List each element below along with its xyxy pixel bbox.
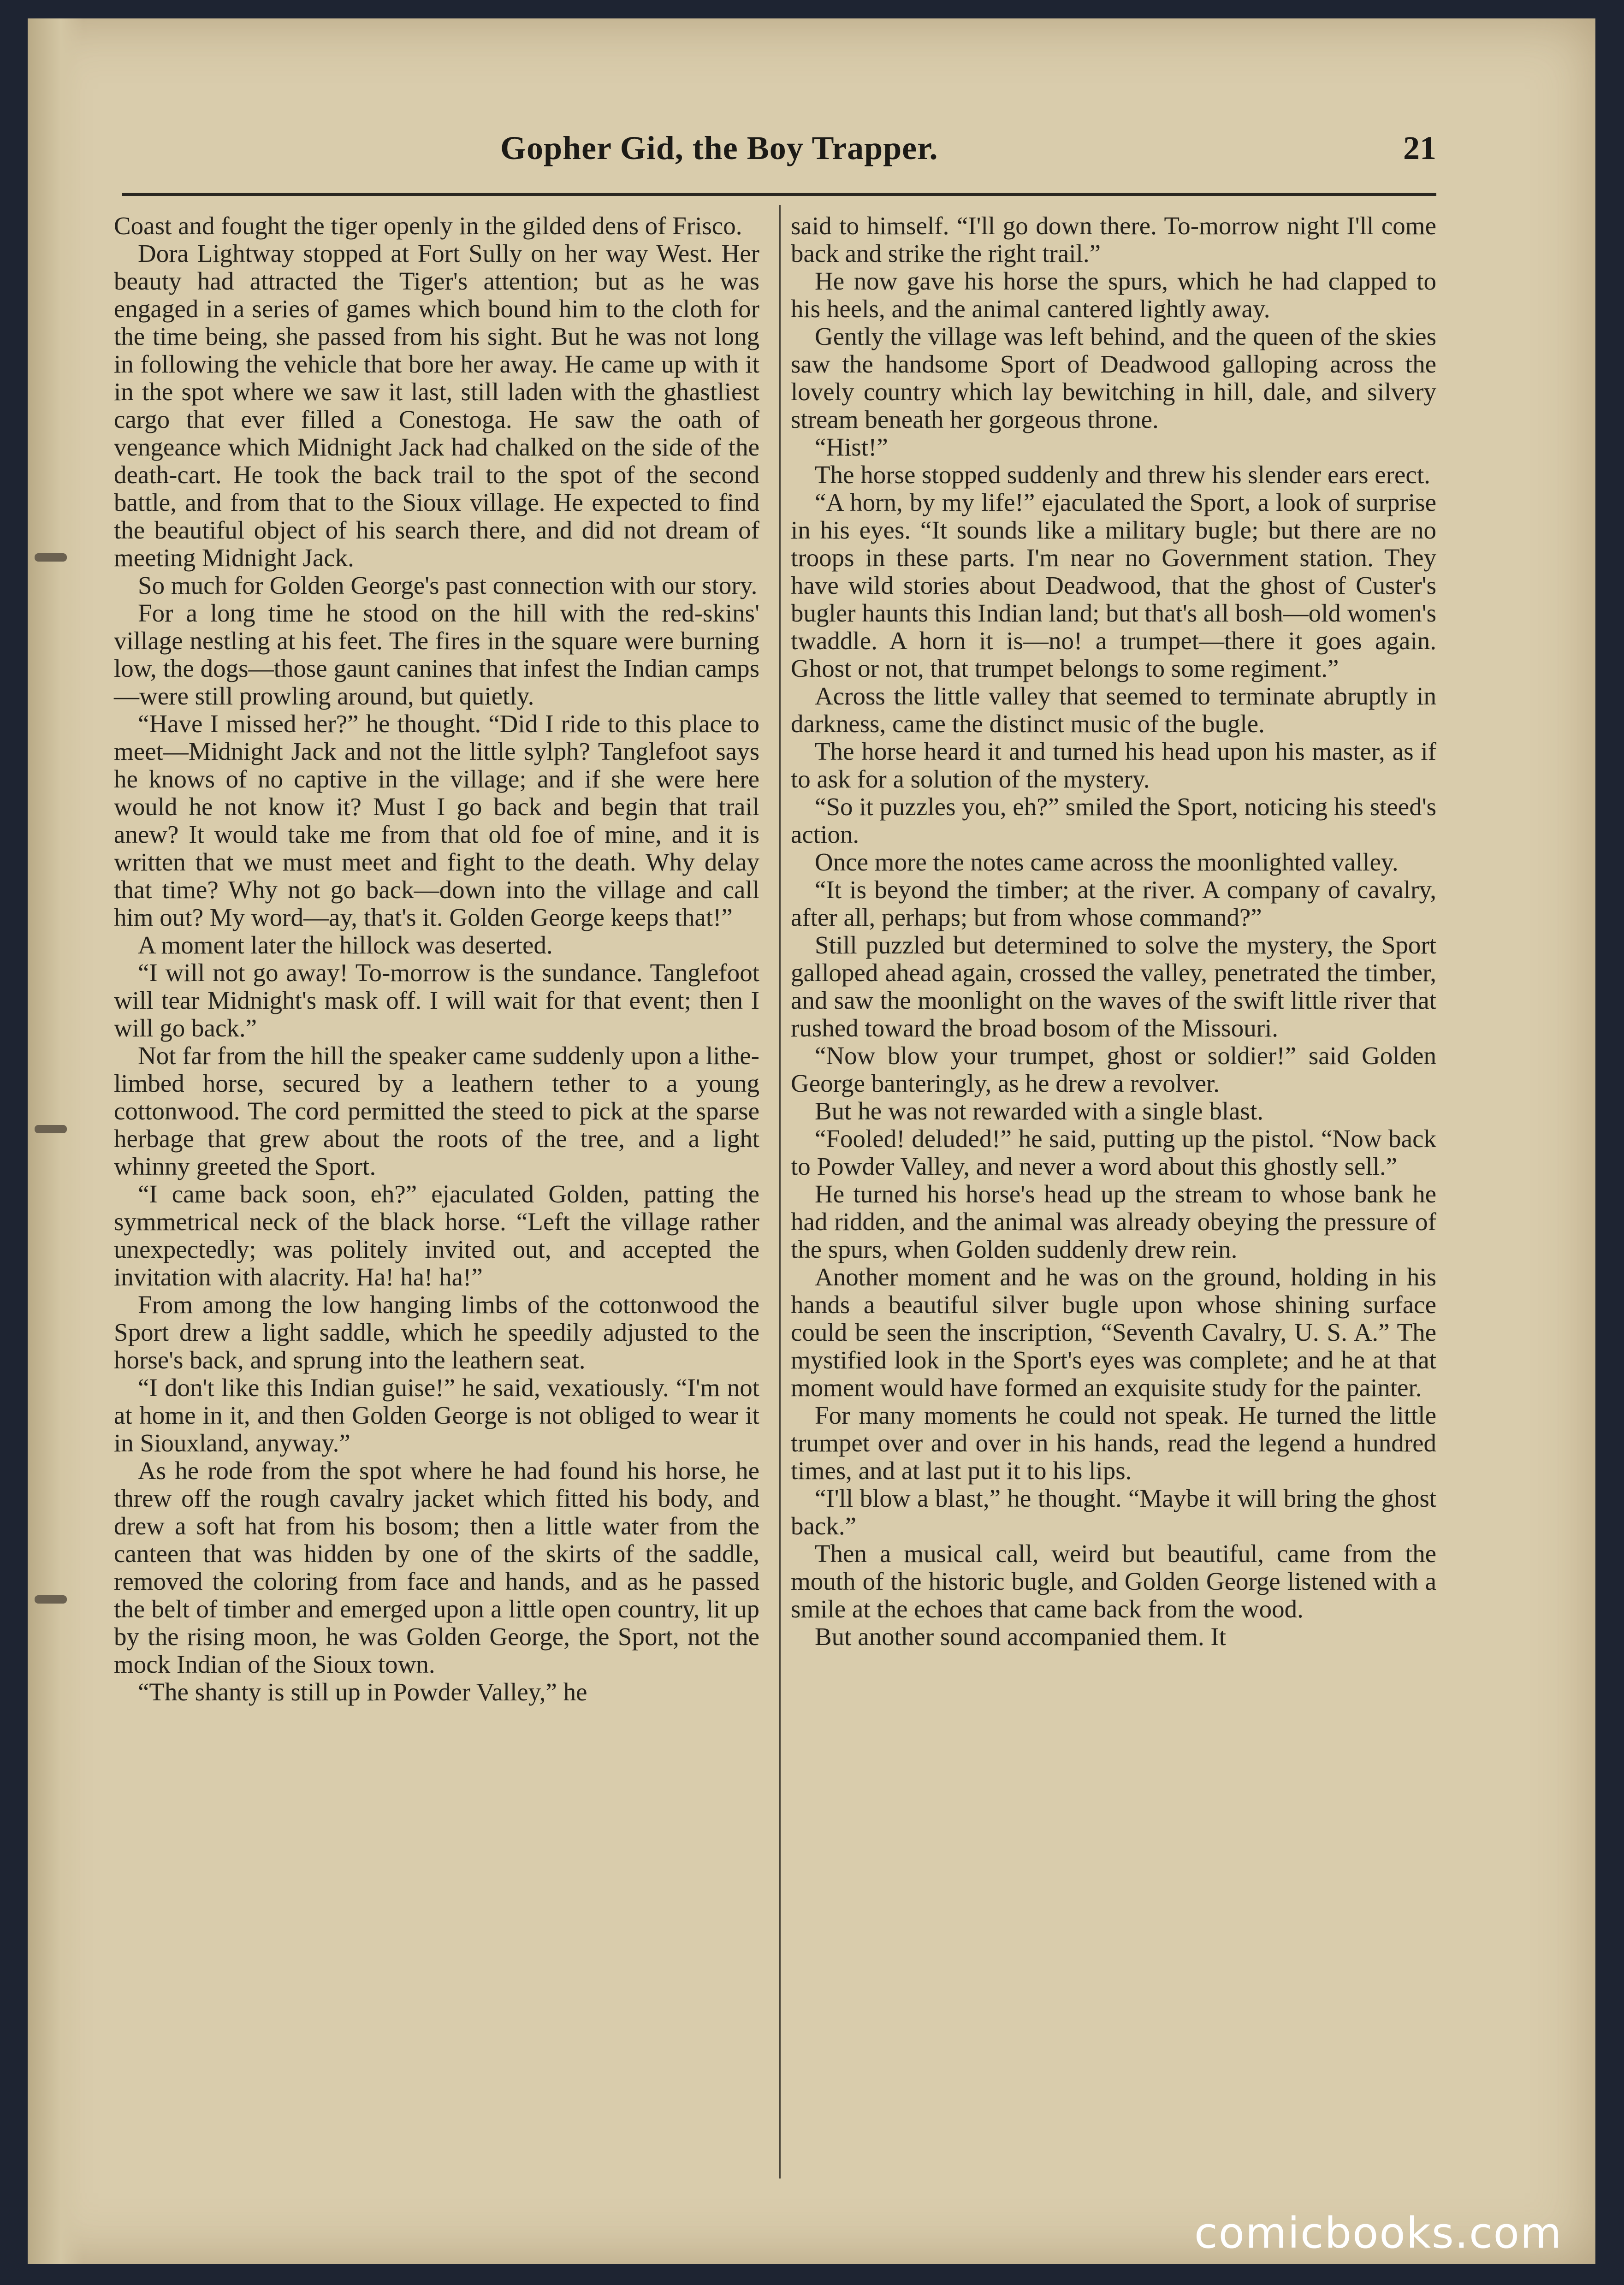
paragraph: For a long time he stood on the hill with the red-skins' village nestling at his feet. The fires in the square were burning low, the dogs—those gaunt canines that infest the Indian camps—were still prowling around, but quietly. [114,599,759,710]
watermark: comicbooks.com [1194,2208,1563,2258]
paragraph: The horse stopped suddenly and threw his slender ears erect. [815,461,1430,489]
paragraph: “So it puzzles you, eh?” smiled the Sport, noticing his steed's action. [791,793,1437,848]
paragraph: Dora Lightway stopped at Fort Sully on her way West. Her beauty had attracted the Tiger's attention; but as he was engaged in a series of games which bound him to the cloth for the time being, she passed from his sight. But he was not long in following the vehicle that bore her away. He came up with it in the spot where we saw it last, still laden with the ghastliest cargo that ever filled a Conestoga. He saw the oath of vengeance which Midnight Jack had chalked on the side of the death-cart. He took the back trail to the spot of the second battle, and from that to the Sioux village. He expected to find the beautiful object of his search there, and did not dream of meeting Midnight Jack. [114,239,759,572]
paragraph: For many moments he could not speak. He turned the little trumpet over and over in his hands, read the legend a hundred times, and at last put it to his lips. [791,1401,1436,1485]
paragraph: “Now blow your trumpet, ghost or soldier!” said Golden George banteringly, as he drew a revolver. [791,1042,1436,1097]
left-text-column [114,212,759,1706]
paragraph: So much for Golden George's past connection with our story. [138,571,758,599]
paragraph: He now gave his horse the spurs, which he had clapped to his heels, and the animal cantered lightly away. [791,267,1436,323]
paragraph: “I don't like this Indian guise!” he said, vexatiously. “I'm not at home in it, and then Golden George is not obliged to wear it in Siouxland, anyway.” [114,1373,759,1457]
paragraph: As he rode from the spot where he had found his horse, he threw off the rough cavalry jacket which fitted his body, and drew a soft hat from his bosom; then a little water from the canteen that was hidden by one of the skirts of the saddle, removed the coloring from face and hands, and as he passed the belt of timber and emerged upon a little open country, lit up by the rising moon, he was Golden George, the Sport, not the mock Indian of the Sioux town. [114,1456,759,1678]
paragraph: “The shanty is still up in Powder Valley,” he [138,1678,587,1706]
paragraph: “Fooled! deluded!” he said, putting up the pistol. “Now back to Powder Valley, and never a word about this ghostly sell.” [791,1125,1436,1180]
binding-stitch [35,553,67,562]
paragraph: “I will not go away! To-morrow is the sundance. Tanglefoot will tear Midnight's mask off. I will wait for that event; then I will go back.” [114,959,759,1042]
paragraph: “A horn, by my life!” ejaculated the Sport, a look of surprise in his eyes. “It sounds like a military bugle; but there are no troops in these parts. I'm near no Government station. They have wild stories about Deadwood, that the ghost of Custer's bugler haunts this Indian land; but that's all bosh—old women's twaddle. A horn it is—no! a trumpet—there it goes again. Ghost or not, that trumpet belongs to some regiment.” [791,488,1436,682]
binding-stitch [35,1595,67,1604]
paragraph: But he was not rewarded with a single blast. [815,1097,1263,1125]
paragraph: Still puzzled but determined to solve the mystery, the Sport galloped ahead again, crossed the valley, penetrated the timber, and saw the moonlight on the waves of the swift little river that rushed toward the broad bosom of the Missouri. [791,931,1436,1042]
paragraph: Coast and fought the tiger openly in the gilded dens of Frisco. [114,212,742,240]
page-number: 21 [1403,130,1436,166]
page-binding-edge [28,18,83,2264]
paragraph: He turned his horse's head up the stream to whose bank he had ridden, and the animal was already obeying the pressure of the spurs, when Golden suddenly drew rein. [791,1180,1436,1263]
paragraph: “Hist!” [815,433,888,461]
paragraph: The horse heard it and turned his head upon his master, as if to ask for a solution of the mystery. [791,737,1436,793]
paragraph: Across the little valley that seemed to terminate abruptly in darkness, came the distinct music of the bugle. [791,682,1436,738]
paragraph: “I'll blow a blast,” he thought. “Maybe it will bring the ghost back.” [791,1484,1436,1540]
running-title: Gopher Gid, the Boy Trapper. [500,130,938,166]
paragraph: Not far from the hill the speaker came suddenly upon a lithe-limbed horse, secured by a leathern tether to a young cottonwood. The cord permitted the steed to pick at the sparse herbage that grew about the roots of the tree, and a light whinny greeted the Sport. [114,1042,759,1180]
paragraph: “Have I missed her?” he thought. “Did I ride to this place to meet—Midnight Jack and not the little sylph? Tanglefoot says he knows of no captive in the village; and if she were here would he not know it? Must I go back and begin that trail anew? It would take me from that old foe of mine, and it is written that we must meet and fight to the death. Why delay that time? Why not go back—down into the village and call him out? My word—ay, that's it. Golden George keeps that!” [114,710,759,931]
paragraph: From among the low hanging limbs of the cottonwood the Sport drew a light saddle, which he speedily adjusted to the horse's back, and sprung into the leathern seat. [114,1290,759,1374]
header-rule [122,193,1436,196]
paragraph: But another sound accompanied them. It [815,1622,1226,1651]
paragraph: A moment later the hillock was deserted. [138,931,553,959]
binding-stitch [35,1125,67,1133]
right-text-column [791,212,1436,1651]
page-header [500,129,1436,180]
paragraph: Then a musical call, weird but beautiful, came from the mouth of the historic bugle, and Golden George listened with a smile at the echoes that came back from the wood. [791,1539,1436,1623]
paragraph: “It is beyond the timber; at the river. A company of cavalry, after all, perhaps; but from whose command?” [791,876,1436,931]
paragraph: Gently the village was left behind, and the queen of the skies saw the handsome Sport of Deadwood galloping across the lovely country which lay bewitching in hill, dale, and silvery stream beneath her gorgeous throne. [791,322,1436,433]
paragraph: said to himself. “I'll go down there. To-morrow night I'll come back and strike the right trail.” [791,212,1436,267]
paragraph: “I came back soon, eh?” ejaculated Golden, patting the symmetrical neck of the black horse. “Left the village rather unexpectedly; was politely invited out, and accepted the invitation with alacrity. Ha! ha! ha!” [114,1180,759,1291]
paragraph: Another moment and he was on the ground, holding in his hands a beautiful silver bugle upon whose shining surface could be seen the inscription, “Seventh Cavalry, U. S. A.” The mystified look in the Sport's eyes was complete; and he at that moment would have formed an exquisite study for the painter. [791,1263,1436,1402]
paragraph: Once more the notes came across the moonlighted valley. [815,848,1399,876]
column-divider [779,205,781,2178]
